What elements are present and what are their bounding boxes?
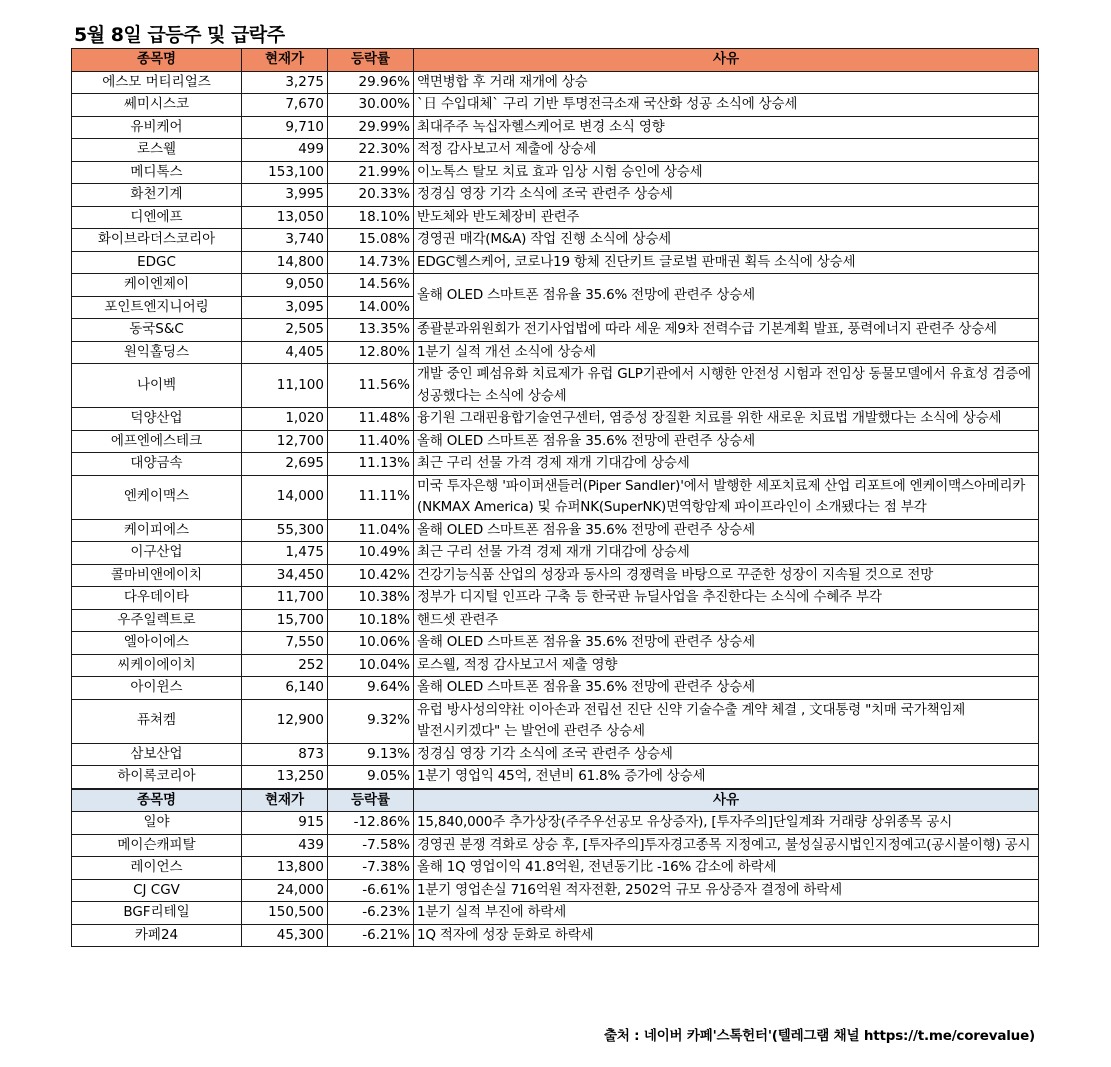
change-rate: 10.49%	[328, 542, 414, 565]
header-reason: 사유	[414, 789, 1039, 812]
reason: 액면병합 후 거래 재개에 상승	[414, 71, 1039, 94]
change-rate: 10.38%	[328, 587, 414, 610]
stock-name: 아이윈스	[72, 677, 242, 700]
change-rate: 14.56%	[328, 274, 414, 297]
stock-name: 포인트엔지니어링	[72, 296, 242, 319]
stock-name: 케이피에스	[72, 519, 242, 542]
stock-name: 로스웰	[72, 139, 242, 162]
current-price: 439	[242, 834, 328, 857]
stock-name: 화이브라더스코리아	[72, 229, 242, 252]
reason: 개발 중인 폐섬유화 치료제가 유럽 GLP기관에서 시행한 안전성 시험과 전임상 동물모델에서 유효성 검증에 성공했다는 소식에 상승세	[414, 364, 1039, 408]
table-row	[72, 139, 1039, 162]
table-row	[72, 857, 1039, 880]
change-rate: -6.21%	[328, 924, 414, 947]
stock-name: EDGC	[72, 251, 242, 274]
reason: 종괄분과위원회가 전기사업법에 따라 세운 제9차 전력수급 기본계획 발표, 풍력에너지 관련주 상승세	[414, 319, 1039, 342]
current-price: 153,100	[242, 161, 328, 184]
current-price: 55,300	[242, 519, 328, 542]
stock-name: 하이록코리아	[72, 766, 242, 789]
table-row	[72, 274, 1039, 297]
reason: 핸드셋 관련주	[414, 609, 1039, 632]
table-row	[72, 184, 1039, 207]
current-price: 1,475	[242, 542, 328, 565]
table-row	[72, 587, 1039, 610]
reason: 올해 1Q 영업이익 41.8억원, 전년동기比 -16% 감소에 하락세	[414, 857, 1039, 880]
stock-name: BGF리테일	[72, 902, 242, 925]
stock-name: 에프엔에스테크	[72, 430, 242, 453]
table-row	[72, 677, 1039, 700]
change-rate: 29.99%	[328, 116, 414, 139]
reason: 1분기 실적 부진에 하락세	[414, 902, 1039, 925]
reason: 1분기 영업손실 716억원 적자전환, 2502억 규모 유상증자 결정에 하락세	[414, 879, 1039, 902]
table-row	[72, 609, 1039, 632]
change-rate: 29.96%	[328, 71, 414, 94]
change-rate: 11.40%	[328, 430, 414, 453]
table-row	[72, 519, 1039, 542]
current-price: 14,800	[242, 251, 328, 274]
table-row	[72, 879, 1039, 902]
table-row	[72, 812, 1039, 835]
reason: 올해 OLED 스마트폰 점유율 35.6% 전망에 관련주 상승세	[414, 632, 1039, 655]
header-price: 현재가	[242, 789, 328, 812]
change-rate: 9.05%	[328, 766, 414, 789]
current-price: 4,405	[242, 341, 328, 364]
table-row	[72, 251, 1039, 274]
stock-table	[71, 48, 1039, 947]
change-rate: 14.73%	[328, 251, 414, 274]
table-row	[72, 766, 1039, 789]
stock-name: 엔케이맥스	[72, 475, 242, 519]
stock-name: 콜마비앤에이치	[72, 564, 242, 587]
losers-section	[72, 789, 1039, 947]
stock-name: 레이언스	[72, 857, 242, 880]
reason: 유럽 방사성의약社 이아손과 전립선 진단 신약 기술수출 계약 체결 , 文대통령 "치매 국가책임제 발전시키겠다" 는 발언에 관련주 상승세	[414, 699, 1039, 743]
change-rate: 15.08%	[328, 229, 414, 252]
header-rate: 등락률	[328, 789, 414, 812]
current-price: 45,300	[242, 924, 328, 947]
table-row	[72, 116, 1039, 139]
stock-name: 대양금속	[72, 453, 242, 476]
current-price: 3,740	[242, 229, 328, 252]
current-price: 3,995	[242, 184, 328, 207]
reason: 1분기 영업익 45억, 전년비 61.8% 증가에 상승세	[414, 766, 1039, 789]
change-rate: -6.23%	[328, 902, 414, 925]
reason: 정경심 영장 기각 소식에 조국 관련주 상승세	[414, 743, 1039, 766]
change-rate: 18.10%	[328, 206, 414, 229]
reason: EDGC헬스케어, 코로나19 항체 진단키트 글로벌 판매권 획득 소식에 상승세	[414, 251, 1039, 274]
change-rate: 21.99%	[328, 161, 414, 184]
current-price: 13,250	[242, 766, 328, 789]
reason: 이노톡스 탈모 치료 효과 임상 시험 승인에 상승세	[414, 161, 1039, 184]
table-row	[72, 564, 1039, 587]
current-price: 13,050	[242, 206, 328, 229]
reason: 건강기능식품 산업의 성장과 동사의 경쟁력을 바탕으로 꾸준한 성장이 지속될 것으로 전망	[414, 564, 1039, 587]
stock-name: 에스모 머티리얼즈	[72, 71, 242, 94]
reason: 경영권 분쟁 격화로 상승 후, [투자주의]투자경고종목 지정예고, 불성실공시법인지정예고(공시불이행) 공시	[414, 834, 1039, 857]
stock-name: 케이엔제이	[72, 274, 242, 297]
change-rate: 10.42%	[328, 564, 414, 587]
reason: 최근 구리 선물 가격 경제 재개 기대감에 상승세	[414, 542, 1039, 565]
reason: 적정 감사보고서 제출에 상승세	[414, 139, 1039, 162]
stock-name: 디엔에프	[72, 206, 242, 229]
reason: 1Q 적자에 성장 둔화로 하락세	[414, 924, 1039, 947]
current-price: 873	[242, 743, 328, 766]
reason: 미국 투자은행 '파이퍼샌들러(Piper Sandler)'에서 발행한 세포치료제 산업 리포트에 엔케이맥스아메리카(NKMAX America) 및 슈퍼NK(SuperNK)면역항암제 파이프라인이 소개됐다는 점 부각	[414, 475, 1039, 519]
stock-name: 우주일렉트로	[72, 609, 242, 632]
change-rate: 20.33%	[328, 184, 414, 207]
current-price: 252	[242, 654, 328, 677]
reason: 정경심 영장 기각 소식에 조국 관련주 상승세	[414, 184, 1039, 207]
table-row	[72, 902, 1039, 925]
stock-name: 삼보산업	[72, 743, 242, 766]
change-rate: 9.13%	[328, 743, 414, 766]
current-price: 24,000	[242, 879, 328, 902]
change-rate: 30.00%	[328, 94, 414, 117]
stock-name: 카페24	[72, 924, 242, 947]
current-price: 915	[242, 812, 328, 835]
current-price: 15,700	[242, 609, 328, 632]
change-rate: 14.00%	[328, 296, 414, 319]
page-title: 5월 8일 급등주 및 급락주	[74, 24, 285, 46]
change-rate: 11.56%	[328, 364, 414, 408]
table-row	[72, 924, 1039, 947]
change-rate: 11.48%	[328, 408, 414, 431]
reason: 경영권 매각(M&A) 작업 진행 소식에 상승세	[414, 229, 1039, 252]
header-name: 종목명	[72, 49, 242, 72]
current-price: 3,275	[242, 71, 328, 94]
reason: 15,840,000주 추가상장(주주우선공모 유상증자), [투자주의]단일계좌 거래량 상위종목 공시	[414, 812, 1039, 835]
reason: 반도체와 반도체장비 관련주	[414, 206, 1039, 229]
current-price: 7,670	[242, 94, 328, 117]
table-row	[72, 71, 1039, 94]
table-row	[72, 475, 1039, 519]
change-rate: 9.64%	[328, 677, 414, 700]
losers-header-row	[72, 789, 1039, 812]
header-reason: 사유	[414, 49, 1039, 72]
reason: 최근 구리 선물 가격 경제 재개 기대감에 상승세	[414, 453, 1039, 476]
change-rate: 9.32%	[328, 699, 414, 743]
change-rate: -7.38%	[328, 857, 414, 880]
header-price: 현재가	[242, 49, 328, 72]
current-price: 150,500	[242, 902, 328, 925]
current-price: 34,450	[242, 564, 328, 587]
change-rate: 10.06%	[328, 632, 414, 655]
stock-name: 원익홀딩스	[72, 341, 242, 364]
change-rate: 22.30%	[328, 139, 414, 162]
current-price: 12,900	[242, 699, 328, 743]
change-rate: 10.04%	[328, 654, 414, 677]
reason: 올해 OLED 스마트폰 점유율 35.6% 전망에 관련주 상승세	[414, 274, 1039, 319]
reason: 올해 OLED 스마트폰 점유율 35.6% 전망에 관련주 상승세	[414, 519, 1039, 542]
stock-name: 쎄미시스코	[72, 94, 242, 117]
stock-name: CJ CGV	[72, 879, 242, 902]
gainers-header-row	[72, 49, 1039, 72]
reason: 올해 OLED 스마트폰 점유율 35.6% 전망에 관련주 상승세	[414, 430, 1039, 453]
table-row	[72, 94, 1039, 117]
current-price: 9,710	[242, 116, 328, 139]
table-row	[72, 453, 1039, 476]
stock-name: 다우데이타	[72, 587, 242, 610]
stock-name: 나이벡	[72, 364, 242, 408]
stock-name: 화천기계	[72, 184, 242, 207]
table-row	[72, 341, 1039, 364]
stock-name: 유비케어	[72, 116, 242, 139]
current-price: 7,550	[242, 632, 328, 655]
stock-name: 덕양산업	[72, 408, 242, 431]
table-row	[72, 408, 1039, 431]
stock-name: 퓨쳐켐	[72, 699, 242, 743]
change-rate: 11.13%	[328, 453, 414, 476]
stock-name: 엘아이에스	[72, 632, 242, 655]
gainers-section	[72, 49, 1039, 789]
header-name: 종목명	[72, 789, 242, 812]
current-price: 1,020	[242, 408, 328, 431]
table-row	[72, 206, 1039, 229]
reason: `日 수입대체` 구리 기반 투명전극소재 국산화 성공 소식에 상승세	[414, 94, 1039, 117]
current-price: 2,505	[242, 319, 328, 342]
current-price: 3,095	[242, 296, 328, 319]
current-price: 11,100	[242, 364, 328, 408]
current-price: 2,695	[242, 453, 328, 476]
table-row	[72, 161, 1039, 184]
change-rate: -6.61%	[328, 879, 414, 902]
source-note: 출처 : 네이버 카페'스톡헌터'(텔레그램 채널 https://t.me/corevalue)	[603, 1028, 1035, 1044]
change-rate: 12.80%	[328, 341, 414, 364]
change-rate: -12.86%	[328, 812, 414, 835]
stock-name: 메이슨캐피탈	[72, 834, 242, 857]
stock-name: 씨케이에이치	[72, 654, 242, 677]
table-row	[72, 364, 1039, 408]
reason: 융기원 그래핀융합기술연구센터, 염증성 장질환 치료를 위한 새로운 치료법 개발했다는 소식에 상승세	[414, 408, 1039, 431]
current-price: 499	[242, 139, 328, 162]
change-rate: 13.35%	[328, 319, 414, 342]
table-row	[72, 743, 1039, 766]
current-price: 12,700	[242, 430, 328, 453]
current-price: 11,700	[242, 587, 328, 610]
table-row	[72, 319, 1039, 342]
stock-name: 일야	[72, 812, 242, 835]
reason: 최대주주 녹십자헬스케어로 변경 소식 영향	[414, 116, 1039, 139]
change-rate: -7.58%	[328, 834, 414, 857]
stock-name: 메디톡스	[72, 161, 242, 184]
change-rate: 11.04%	[328, 519, 414, 542]
current-price: 14,000	[242, 475, 328, 519]
reason: 올해 OLED 스마트폰 점유율 35.6% 전망에 관련주 상승세	[414, 677, 1039, 700]
reason: 1분기 실적 개선 소식에 상승세	[414, 341, 1039, 364]
reason: 정부가 디지털 인프라 구축 등 한국판 뉴딜사업을 추진한다는 소식에 수혜주 부각	[414, 587, 1039, 610]
table-row	[72, 542, 1039, 565]
table-row	[72, 632, 1039, 655]
table-row	[72, 834, 1039, 857]
stock-name: 동국S&C	[72, 319, 242, 342]
change-rate: 11.11%	[328, 475, 414, 519]
current-price: 6,140	[242, 677, 328, 700]
change-rate: 10.18%	[328, 609, 414, 632]
header-rate: 등락률	[328, 49, 414, 72]
table-row	[72, 654, 1039, 677]
current-price: 13,800	[242, 857, 328, 880]
current-price: 9,050	[242, 274, 328, 297]
table-row	[72, 430, 1039, 453]
table-row	[72, 229, 1039, 252]
stock-name: 이구산업	[72, 542, 242, 565]
table-row	[72, 699, 1039, 743]
reason: 로스웰, 적정 감사보고서 제출 영향	[414, 654, 1039, 677]
